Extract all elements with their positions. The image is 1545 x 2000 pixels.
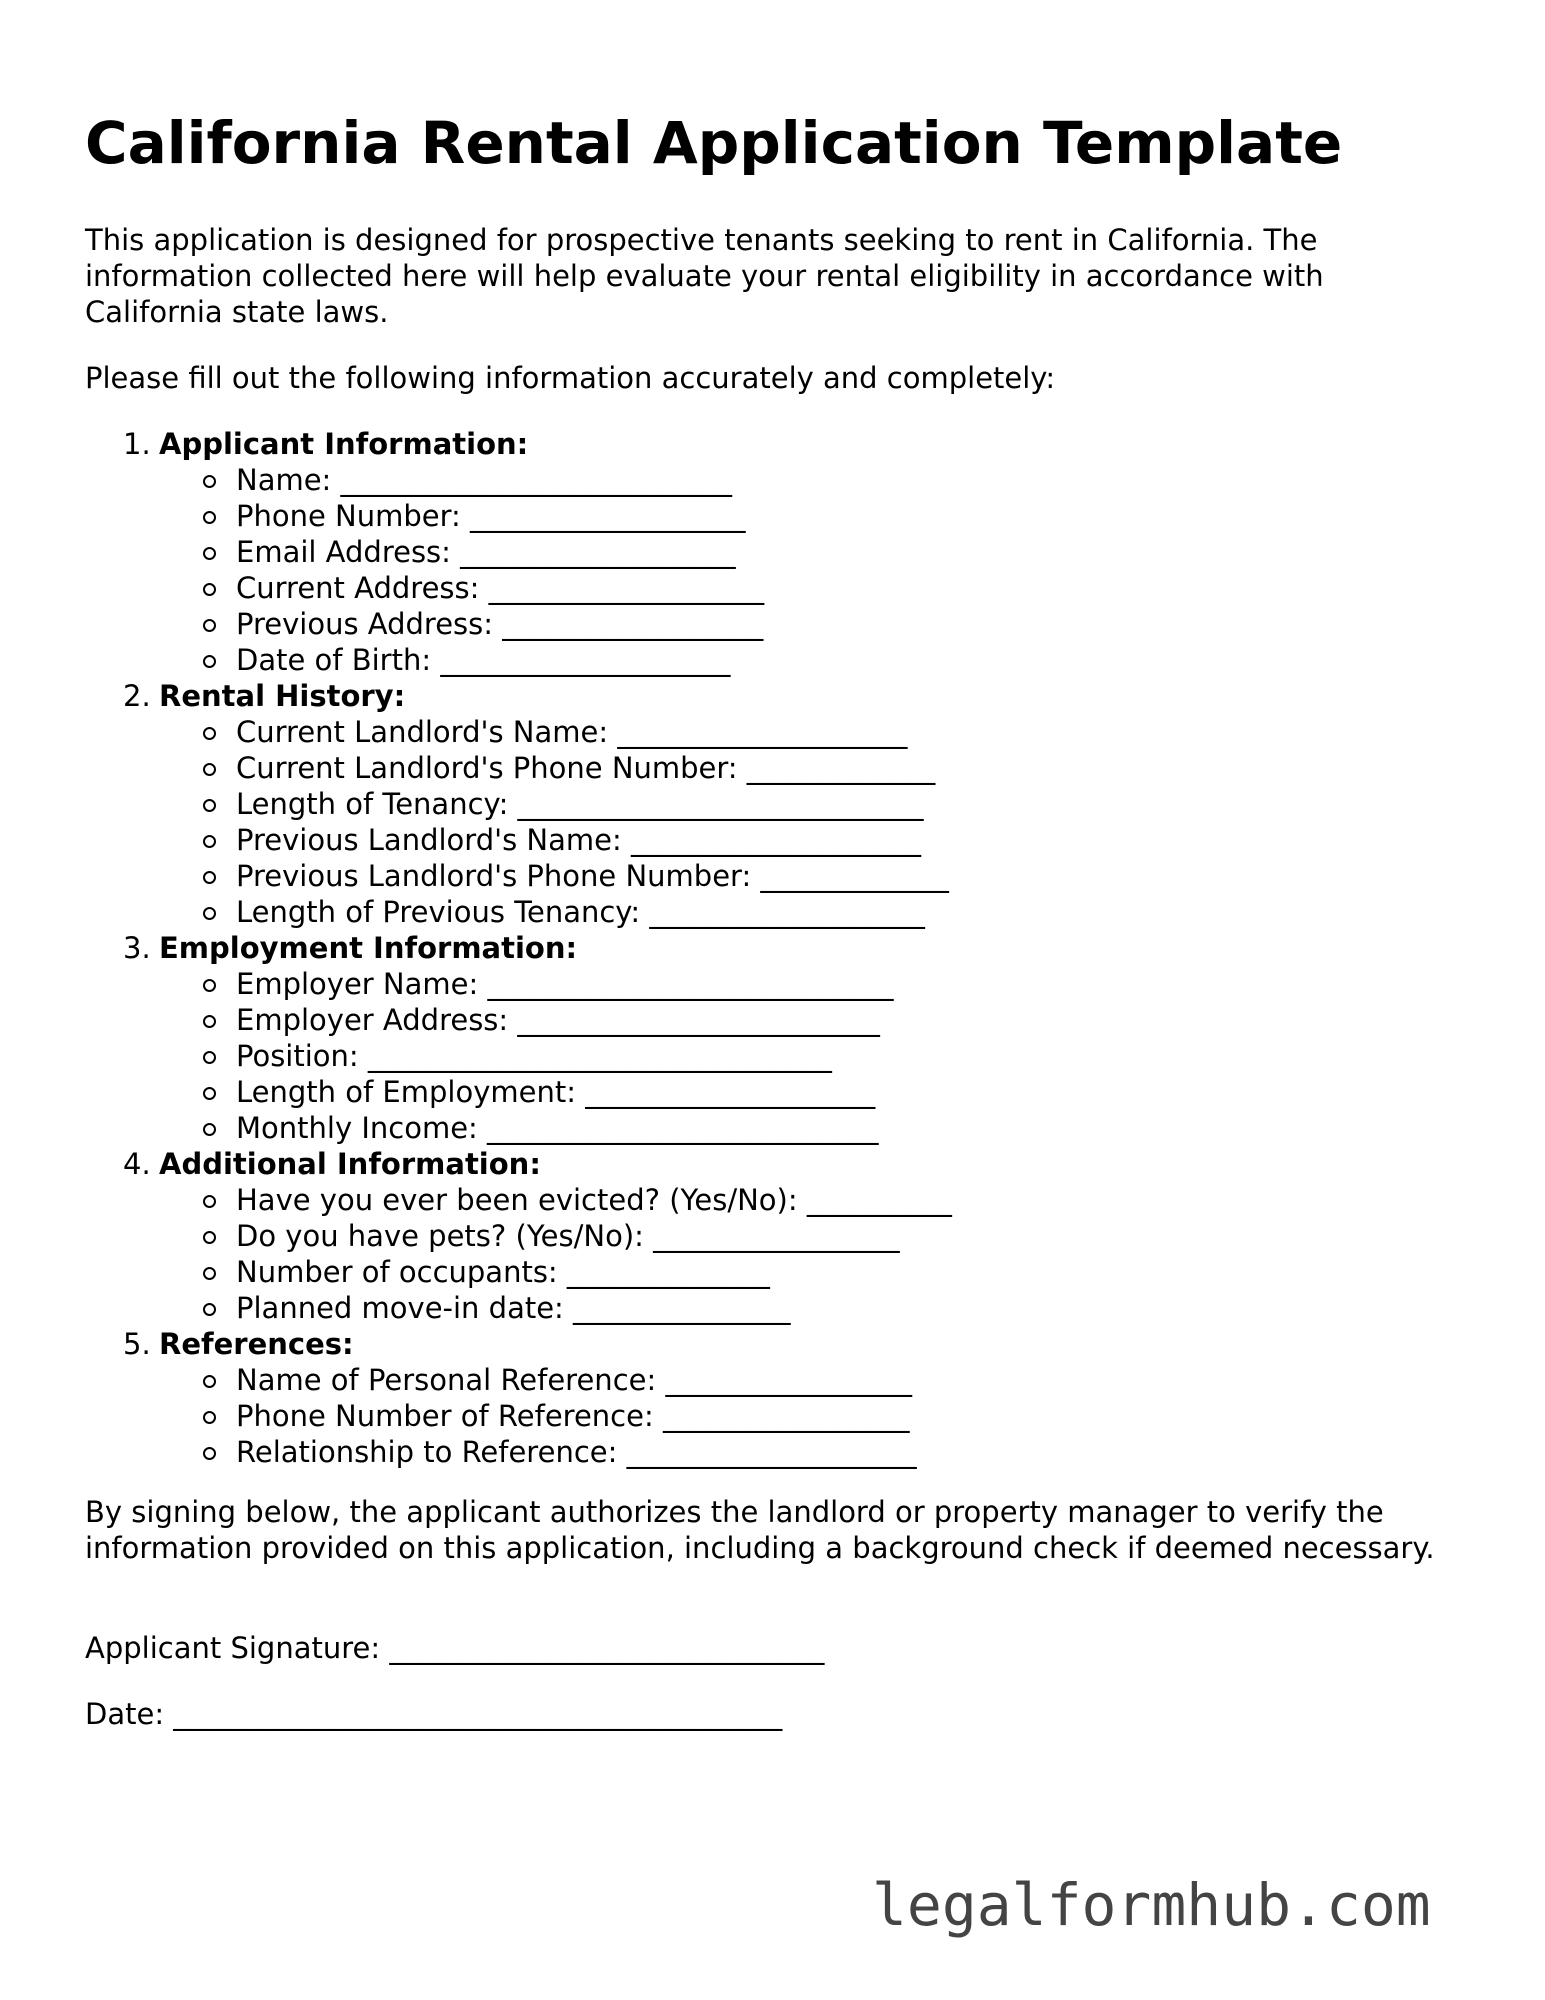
circle-bullet-icon bbox=[203, 1411, 216, 1424]
section-heading bbox=[85, 426, 952, 462]
field-text: Monthly Income: ___________________________ bbox=[236, 1111, 879, 1145]
field-current-landlord-name[interactable] bbox=[85, 714, 952, 750]
circle-bullet-icon bbox=[203, 1015, 216, 1028]
field-reference-name[interactable] bbox=[85, 1362, 952, 1398]
field-current-address[interactable] bbox=[85, 570, 952, 606]
field-text: Previous Address: __________________ bbox=[236, 607, 764, 641]
section-heading bbox=[85, 678, 952, 714]
field-text: Current Address: ___________________ bbox=[236, 571, 765, 605]
field-list bbox=[85, 1362, 952, 1470]
section-additional-information bbox=[85, 1146, 952, 1326]
field-previous-landlord-name[interactable] bbox=[85, 822, 952, 858]
field-position[interactable] bbox=[85, 1038, 952, 1074]
circle-bullet-icon bbox=[203, 511, 216, 524]
section-rental-history bbox=[85, 678, 952, 930]
circle-bullet-icon bbox=[203, 619, 216, 632]
field-list bbox=[85, 462, 952, 678]
circle-bullet-icon bbox=[203, 583, 216, 596]
field-move-in-date[interactable] bbox=[85, 1290, 952, 1326]
field-reference-phone[interactable] bbox=[85, 1398, 952, 1434]
section-heading bbox=[85, 1326, 952, 1362]
circle-bullet-icon bbox=[203, 1267, 216, 1280]
field-text: Position: ________________________________ bbox=[236, 1039, 832, 1073]
field-text: Length of Previous Tenancy: ___________________ bbox=[236, 895, 925, 929]
section-label: Employment Information: bbox=[159, 931, 578, 965]
field-phone-number[interactable] bbox=[85, 498, 952, 534]
field-text: Current Landlord's Name: ____________________ bbox=[236, 715, 908, 749]
section-number: 1. bbox=[123, 427, 151, 461]
field-text: Current Landlord's Phone Number: _____________ bbox=[236, 751, 936, 785]
field-text: Length of Employment: ____________________ bbox=[236, 1075, 876, 1109]
field-text: Previous Landlord's Phone Number: _____________ bbox=[236, 859, 949, 893]
circle-bullet-icon bbox=[203, 907, 216, 920]
field-name[interactable] bbox=[85, 462, 952, 498]
circle-bullet-icon bbox=[203, 835, 216, 848]
section-number: 5. bbox=[123, 1327, 151, 1361]
field-date-of-birth[interactable] bbox=[85, 642, 952, 678]
circle-bullet-icon bbox=[203, 1051, 216, 1064]
section-number: 3. bbox=[123, 931, 151, 965]
circle-bullet-icon bbox=[203, 475, 216, 488]
section-heading bbox=[85, 1146, 952, 1182]
circle-bullet-icon bbox=[203, 763, 216, 776]
circle-bullet-icon bbox=[203, 1087, 216, 1100]
field-text: Do you have pets? (Yes/No): _________________ bbox=[236, 1219, 900, 1253]
field-list bbox=[85, 714, 952, 930]
field-text: Employer Address: _________________________ bbox=[236, 1003, 880, 1037]
section-label: Applicant Information: bbox=[159, 427, 529, 461]
circle-bullet-icon bbox=[203, 727, 216, 740]
section-heading bbox=[85, 930, 952, 966]
document-title: California Rental Application Template bbox=[85, 109, 1343, 177]
field-evicted[interactable] bbox=[85, 1182, 952, 1218]
field-previous-landlord-phone[interactable] bbox=[85, 858, 952, 894]
field-length-of-employment[interactable] bbox=[85, 1074, 952, 1110]
circle-bullet-icon bbox=[203, 799, 216, 812]
circle-bullet-icon bbox=[203, 1123, 216, 1136]
circle-bullet-icon bbox=[203, 547, 216, 560]
field-current-landlord-phone[interactable] bbox=[85, 750, 952, 786]
applicant-signature-field[interactable]: Applicant Signature: ______________________________ bbox=[85, 1631, 825, 1665]
field-pets[interactable] bbox=[85, 1218, 952, 1254]
section-references bbox=[85, 1326, 952, 1470]
section-applicant-information bbox=[85, 426, 952, 678]
section-label: Additional Information: bbox=[159, 1147, 541, 1181]
field-text: Name of Personal Reference: _________________ bbox=[236, 1363, 912, 1397]
field-employer-name[interactable] bbox=[85, 966, 952, 1002]
field-list bbox=[85, 1182, 952, 1326]
section-label: Rental History: bbox=[159, 679, 406, 713]
field-text: Have you ever been evicted? (Yes/No): __________ bbox=[236, 1183, 952, 1217]
field-list bbox=[85, 966, 952, 1146]
field-text: Planned move-in date: _______________ bbox=[236, 1291, 791, 1325]
circle-bullet-icon bbox=[203, 1303, 216, 1316]
field-email-address[interactable] bbox=[85, 534, 952, 570]
field-text: Previous Landlord's Name: ____________________ bbox=[236, 823, 921, 857]
field-text: Email Address: ___________________ bbox=[236, 535, 736, 569]
field-monthly-income[interactable] bbox=[85, 1110, 952, 1146]
circle-bullet-icon bbox=[203, 1375, 216, 1388]
circle-bullet-icon bbox=[203, 871, 216, 884]
field-text: Phone Number: ___________________ bbox=[236, 499, 746, 533]
field-text: Date of Birth: ____________________ bbox=[236, 643, 731, 677]
field-text: Number of occupants: ______________ bbox=[236, 1255, 770, 1289]
circle-bullet-icon bbox=[203, 655, 216, 668]
section-label: References: bbox=[159, 1327, 354, 1361]
field-length-of-previous-tenancy[interactable] bbox=[85, 894, 952, 930]
section-number: 4. bbox=[123, 1147, 151, 1181]
section-number: 2. bbox=[123, 679, 151, 713]
circle-bullet-icon bbox=[203, 1447, 216, 1460]
date-field[interactable]: Date: __________________________________________ bbox=[85, 1697, 783, 1731]
intro-paragraph: This application is designed for prospective tenants seeking to rent in California. The information collected here will help evaluate your rental eligibility in accordance with California state laws. bbox=[85, 223, 1324, 329]
field-reference-relationship[interactable] bbox=[85, 1434, 952, 1470]
watermark-text: legalformhub.com bbox=[872, 1871, 1431, 1939]
field-previous-address[interactable] bbox=[85, 606, 952, 642]
field-length-of-tenancy[interactable] bbox=[85, 786, 952, 822]
field-text: Relationship to Reference: ____________________ bbox=[236, 1435, 917, 1469]
field-text: Phone Number of Reference: _________________ bbox=[236, 1399, 910, 1433]
field-employer-address[interactable] bbox=[85, 1002, 952, 1038]
circle-bullet-icon bbox=[203, 1195, 216, 1208]
section-list bbox=[85, 426, 952, 1470]
field-text: Length of Tenancy: ____________________________ bbox=[236, 787, 924, 821]
circle-bullet-icon bbox=[203, 1231, 216, 1244]
consent-paragraph: By signing below, the applicant authorizes the landlord or property manager to verify the information provided on this application, including a background check if deemed necessary. bbox=[85, 1495, 1435, 1565]
field-text: Name: ___________________________ bbox=[236, 463, 733, 497]
section-employment-information bbox=[85, 930, 952, 1146]
field-number-of-occupants[interactable] bbox=[85, 1254, 952, 1290]
circle-bullet-icon bbox=[203, 979, 216, 992]
instructions-text: Please fill out the following information accurately and completely: bbox=[85, 361, 1056, 395]
field-text: Employer Name: ____________________________ bbox=[236, 967, 894, 1001]
